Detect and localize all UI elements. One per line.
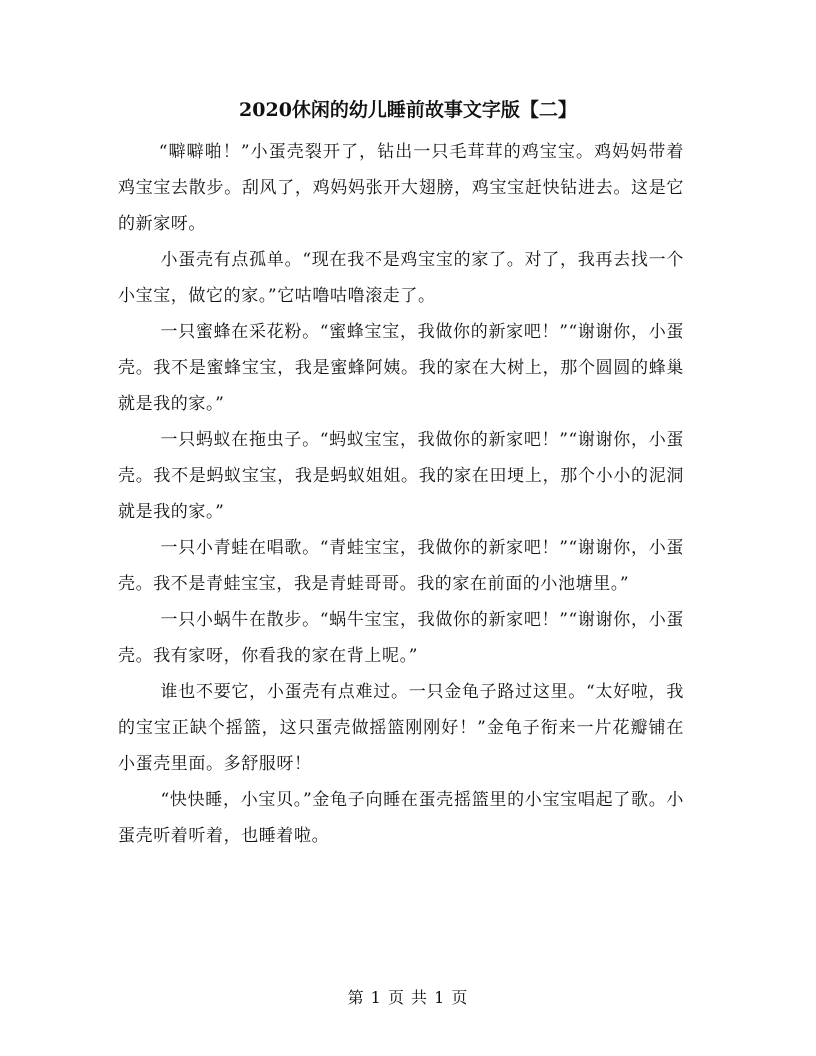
- paragraph-6: 一只小蜗牛在散步。“蜗牛宝宝，我做你的新家吧！”“谢谢你，小蛋壳。我有家呀，你看我的家在背上呢。”: [118, 610, 684, 666]
- paragraph-4: 一只蚂蚁在拖虫子。“蚂蚁宝宝，我做你的新家吧！”“谢谢你，小蛋壳。我不是蚂蚁宝宝，我是蚂蚁姐姐。我的家在田埂上，那个小小的泥洞就是我的家。”: [118, 430, 684, 522]
- document-title: 2020休闲的幼儿睡前故事文字版【二】: [239, 99, 577, 121]
- paragraph-5: 一只小青蛙在唱歌。“青蛙宝宝，我做你的新家吧！”“谢谢你，小蛋壳。我不是青蛙宝宝，我是青蛙哥哥。我的家在前面的小池塘里。”: [118, 538, 684, 594]
- paragraph-7: 谁也不要它，小蛋壳有点难过。一只金龟子路过这里。“太好啦，我的宝宝正缺个摇篮，这只蛋壳做摇篮刚刚好！”金龟子衔来一片花瓣铺在小蛋壳里面。多舒服呀！: [118, 682, 684, 774]
- paragraph-8: “快快睡，小宝贝。”金龟子向睡在蛋壳摇篮里的小宝宝唱起了歌。小蛋壳听着听着，也睡着啦。: [118, 790, 684, 846]
- page-number-footer: 第 1 页 共 1 页: [347, 988, 469, 1007]
- story-body: [118, 134, 684, 854]
- paragraph-1: “噼噼啪！”小蛋壳裂开了，钻出一只毛茸茸的鸡宝宝。鸡妈妈带着鸡宝宝去散步。刮风了，鸡妈妈张开大翅膀，鸡宝宝赶快钻进去。这是它的新家呀。: [118, 142, 684, 234]
- paragraph-3: 一只蜜蜂在采花粉。“蜜蜂宝宝，我做你的新家吧！”“谢谢你，小蛋壳。我不是蜜蜂宝宝，我是蜜蜂阿姨。我的家在大树上，那个圆圆的蜂巢就是我的家。”: [118, 322, 684, 414]
- paragraph-2: 小蛋壳有点孤单。“现在我不是鸡宝宝的家了。对了，我再去找一个小宝宝，做它的家。”它咕噜咕噜滚走了。: [118, 250, 684, 306]
